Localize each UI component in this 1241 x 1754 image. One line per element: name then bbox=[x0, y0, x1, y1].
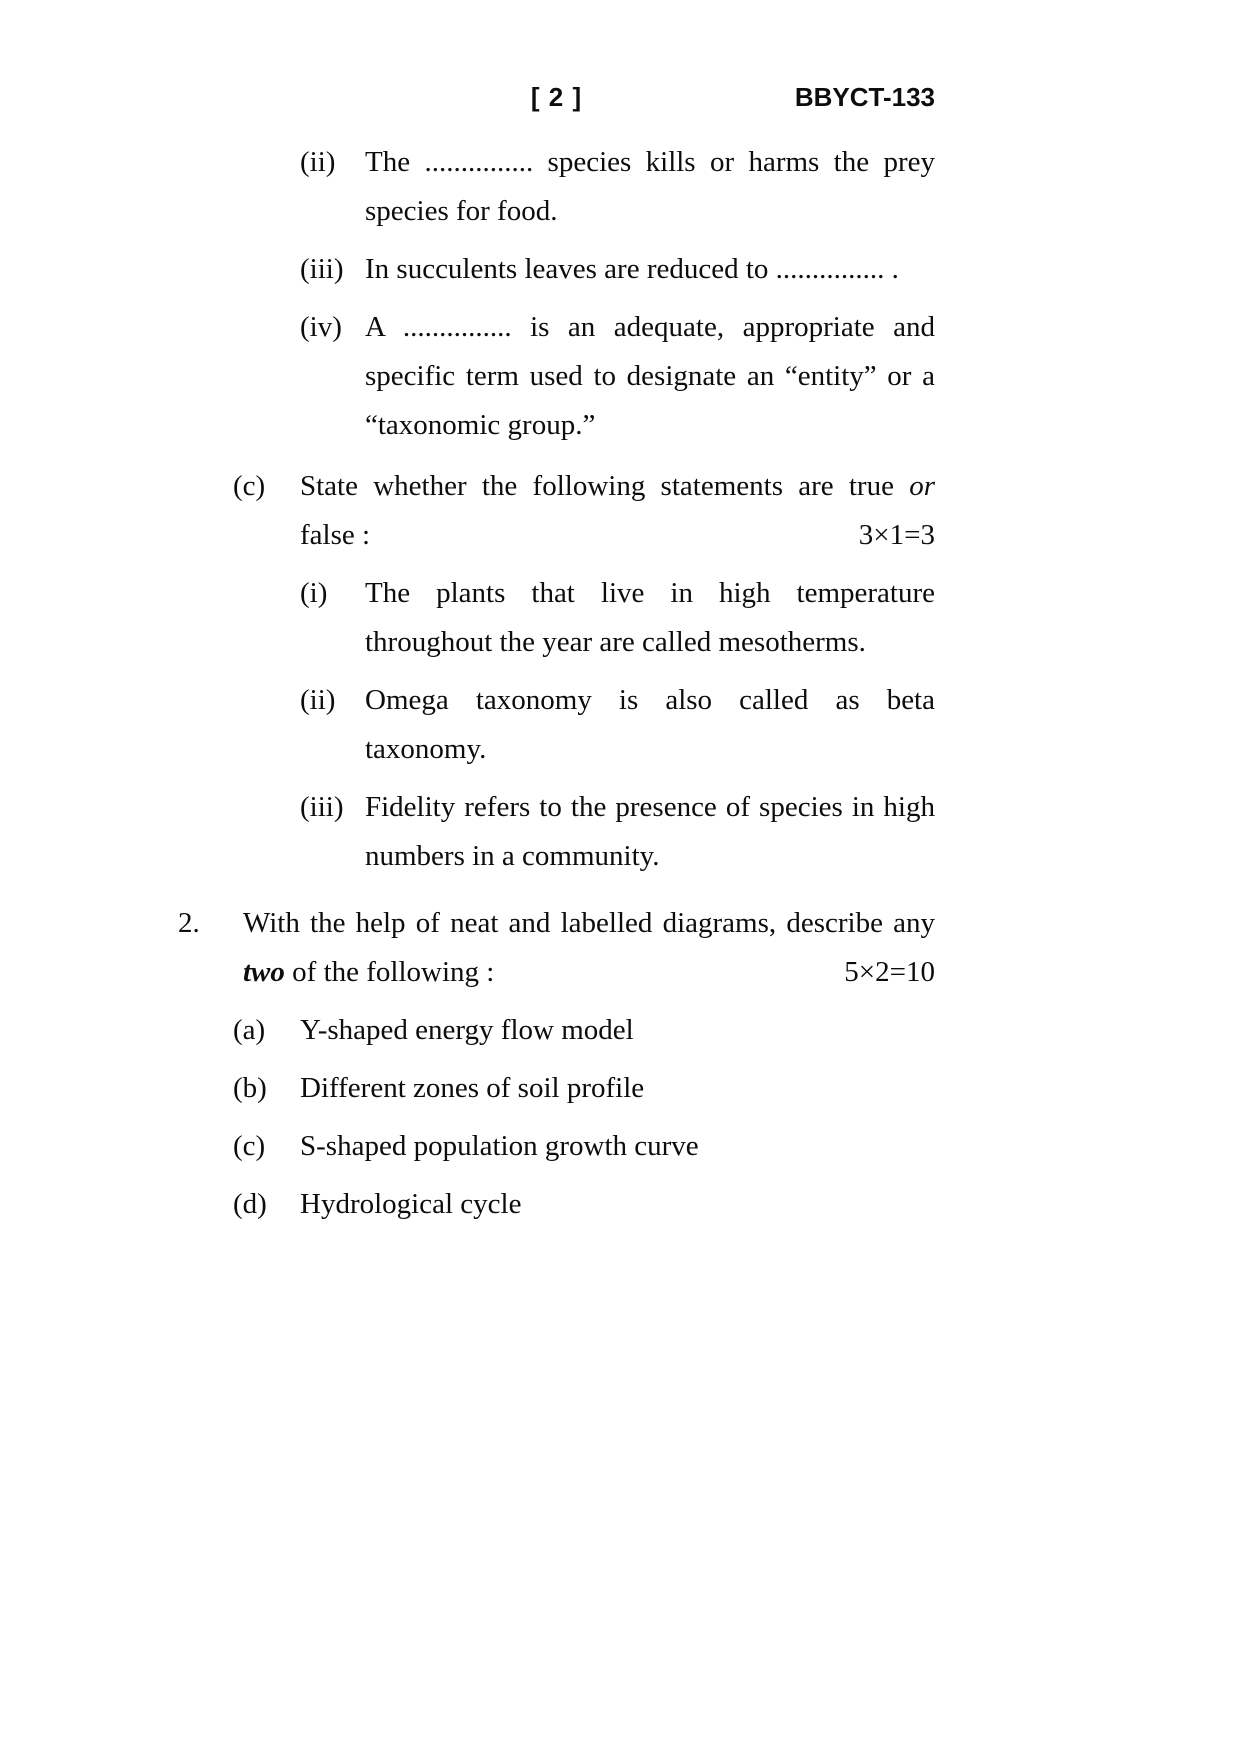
option-text: Different zones of soil profile bbox=[300, 1072, 645, 1104]
item-text: Fidelity refers to the presence of species in high numbers in a community. bbox=[365, 791, 935, 872]
option-item bbox=[178, 1006, 935, 1055]
paper-code: BBYCT-133 bbox=[794, 82, 935, 112]
item-text: Omega taxonomy is also called as beta taxonomy. bbox=[365, 684, 935, 765]
statement-item bbox=[178, 783, 935, 881]
part-intro-text bbox=[300, 462, 935, 560]
option-text: Hydrological cycle bbox=[300, 1188, 522, 1220]
option-item bbox=[178, 1064, 935, 1113]
item-label: (iii) bbox=[300, 791, 344, 823]
intro-text-pre: State whether the following statements are true bbox=[300, 470, 894, 502]
question-text-emphasis: two bbox=[243, 956, 285, 988]
page-header bbox=[178, 82, 935, 116]
option-label: (b) bbox=[233, 1072, 267, 1104]
question-2 bbox=[178, 899, 935, 997]
item-text: The plants that live in high temperature throughout the year are called mesotherms. bbox=[365, 577, 935, 658]
part-c-intro bbox=[178, 462, 935, 560]
item-label: (ii) bbox=[300, 684, 336, 716]
fill-blank-item bbox=[178, 245, 935, 294]
part-label: (c) bbox=[233, 470, 266, 502]
fill-blank-item bbox=[178, 138, 935, 236]
item-label: (ii) bbox=[300, 146, 336, 178]
option-label: (a) bbox=[233, 1014, 266, 1046]
item-label: (i) bbox=[300, 577, 328, 609]
option-item bbox=[178, 1122, 935, 1171]
item-label: (iv) bbox=[300, 311, 342, 343]
question-text bbox=[243, 899, 935, 997]
option-label: (c) bbox=[233, 1130, 266, 1162]
marks-value: 3×1=3 bbox=[858, 519, 935, 551]
question-text-pre: With the help of neat and labelled diagrams, describe any bbox=[243, 907, 935, 939]
option-text: S-shaped population growth curve bbox=[300, 1130, 699, 1162]
statement-item bbox=[178, 569, 935, 667]
item-text: The ............... species kills or harms the prey species for food. bbox=[365, 146, 935, 227]
option-text: Y-shaped energy flow model bbox=[300, 1014, 634, 1046]
question-number: 2. bbox=[178, 907, 200, 939]
intro-text-italic: or bbox=[909, 470, 935, 502]
intro-text-post: false : bbox=[300, 519, 371, 551]
option-label: (d) bbox=[233, 1188, 267, 1220]
item-label: (iii) bbox=[300, 253, 344, 285]
page-content bbox=[178, 138, 935, 1238]
fill-blank-item bbox=[178, 303, 935, 450]
question-text-post: of the following : bbox=[292, 956, 495, 988]
statement-item bbox=[178, 676, 935, 774]
page-number: [ 2 ] bbox=[530, 82, 583, 112]
marks-value: 5×2=10 bbox=[844, 956, 935, 988]
item-text: A ............... is an adequate, appropriate and specific term used to designate an “entity” or a “taxonomic group.” bbox=[365, 311, 935, 441]
option-item bbox=[178, 1180, 935, 1229]
item-text: In succulents leaves are reduced to ............... . bbox=[365, 253, 899, 285]
